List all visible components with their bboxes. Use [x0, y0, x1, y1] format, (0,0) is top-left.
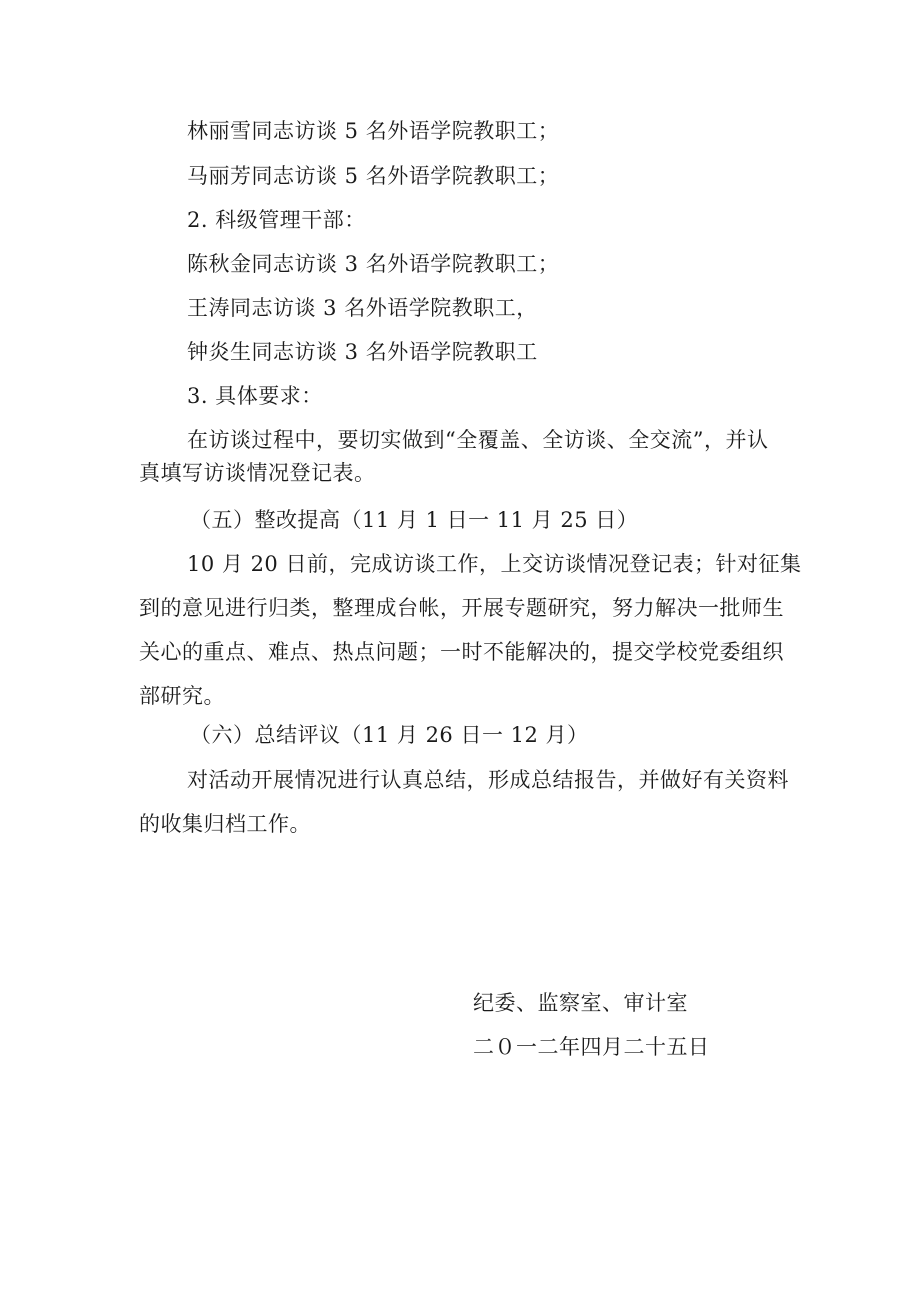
paragraph-line: 马丽芳同志访谈 5 名外语学院教职工；	[187, 164, 560, 188]
section-heading: （五）整改提高（11 月 1 日一 11 月 25 日）	[190, 508, 639, 532]
paragraph-line: 到的意见进行归类，整理成台帐，开展专题研究，努力解决一批师生	[139, 596, 784, 620]
paragraph-line: 部研究。	[139, 684, 225, 708]
signature-date: 二０一二年四月二十五日	[473, 1035, 710, 1059]
paragraph-line: 在访谈过程中，要切实做到“全覆盖、全访谈、全交流”，并认	[187, 428, 769, 452]
paragraph-line: 钟炎生同志访谈 3 名外语学院教职工	[187, 340, 538, 364]
paragraph-line: 林丽雪同志访谈 5 名外语学院教职工；	[187, 119, 560, 143]
paragraph-line: 陈秋金同志访谈 3 名外语学院教职工；	[187, 252, 560, 276]
paragraph-line: 的收集归档工作。	[139, 812, 311, 836]
paragraph-line: 王涛同志访谈 3 名外语学院教职工，	[187, 296, 538, 320]
paragraph-line: 10 月 20 日前，完成访谈工作，上交访谈情况登记表；针对征集	[187, 552, 802, 576]
section-heading: 2. 科级管理干部：	[187, 208, 366, 232]
paragraph-line: 真填写访谈情况登记表。	[139, 461, 376, 485]
signature-org: 纪委、监察室、审计室	[473, 991, 688, 1015]
section-heading: 3. 具体要求：	[187, 384, 323, 408]
paragraph-line: 关心的重点、难点、热点问题；一时不能解决的，提交学校党委组织	[139, 640, 784, 664]
section-heading: （六）总结评议（11 月 26 日一 12 月）	[190, 723, 589, 747]
paragraph-line: 对活动开展情况进行认真总结，形成总结报告，并做好有关资料	[187, 768, 789, 792]
